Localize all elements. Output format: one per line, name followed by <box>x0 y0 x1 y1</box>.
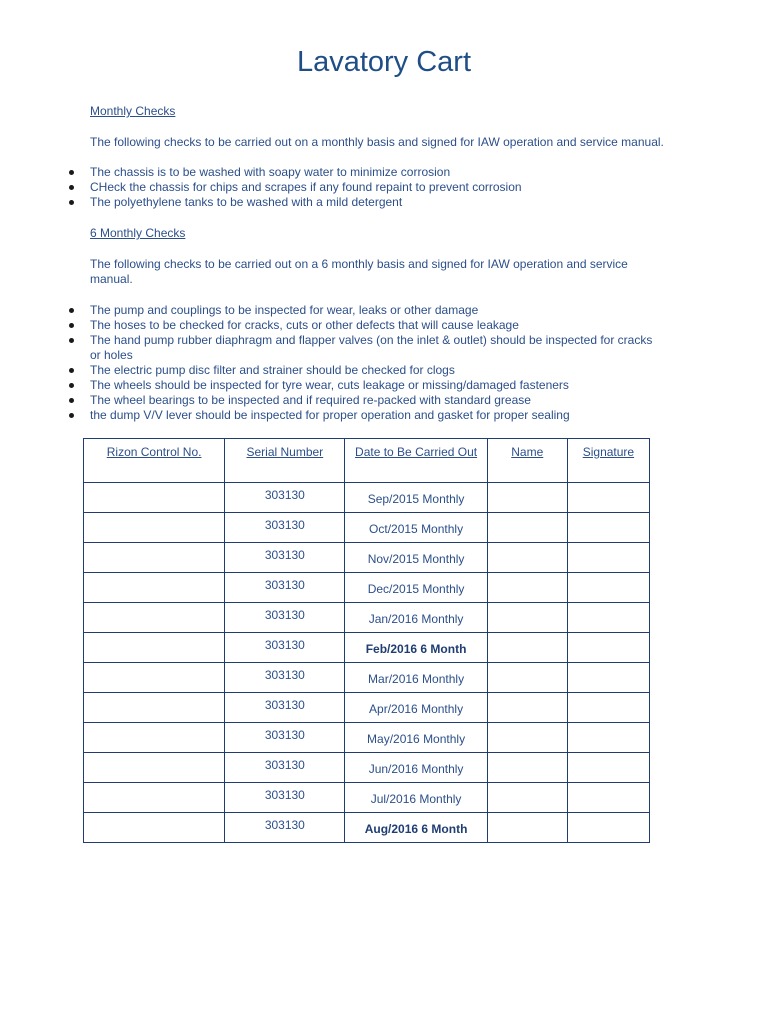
table-body <box>84 483 650 843</box>
name-cell[interactable] <box>487 513 567 543</box>
table-row <box>84 783 650 813</box>
table-row <box>84 483 650 513</box>
name-cell[interactable] <box>487 573 567 603</box>
signature-cell[interactable] <box>567 663 649 693</box>
signature-cell[interactable] <box>567 813 649 843</box>
table-row <box>84 723 650 753</box>
control-no-cell[interactable] <box>84 663 225 693</box>
six-monthly-checks-list <box>66 303 666 423</box>
control-no-cell[interactable] <box>84 513 225 543</box>
header-signature: Signature <box>567 439 649 483</box>
table-row <box>84 603 650 633</box>
serial-number-cell: 303130 <box>225 633 345 663</box>
serial-number-cell: 303130 <box>225 813 345 843</box>
list-item: The wheel bearings to be inspected and if required re-packed with standard grease <box>66 393 666 408</box>
table-row <box>84 663 650 693</box>
table-row <box>84 753 650 783</box>
table-row <box>84 543 650 573</box>
list-item: The electric pump disc filter and strainer should be checked for clogs <box>66 363 666 378</box>
date-cell: May/2016 Monthly <box>345 723 487 753</box>
table-header-row <box>84 439 650 483</box>
signature-cell[interactable] <box>567 483 649 513</box>
date-cell: Jul/2016 Monthly <box>345 783 487 813</box>
signature-cell[interactable] <box>567 543 649 573</box>
serial-number-cell: 303130 <box>225 723 345 753</box>
header-date: Date to Be Carried Out <box>345 439 487 483</box>
name-cell[interactable] <box>487 663 567 693</box>
header-serial-number: Serial Number <box>225 439 345 483</box>
signature-cell[interactable] <box>567 633 649 663</box>
control-no-cell[interactable] <box>84 693 225 723</box>
list-item: the dump V/V lever should be inspected for proper operation and gasket for proper sealing <box>66 408 666 423</box>
control-no-cell[interactable] <box>84 813 225 843</box>
monthly-checks-intro: The following checks to be carried out on a monthly basis and signed for IAW operation and service manual. <box>90 135 664 149</box>
control-no-cell[interactable] <box>84 633 225 663</box>
table-row <box>84 573 650 603</box>
serial-number-cell: 303130 <box>225 603 345 633</box>
list-item: The hoses to be checked for cracks, cuts or other defects that will cause leakage <box>66 318 666 333</box>
serial-number-cell: 303130 <box>225 693 345 723</box>
date-cell: Oct/2015 Monthly <box>345 513 487 543</box>
date-cell: Jun/2016 Monthly <box>345 753 487 783</box>
serial-number-cell: 303130 <box>225 573 345 603</box>
date-cell: Nov/2015 Monthly <box>345 543 487 573</box>
control-no-cell[interactable] <box>84 723 225 753</box>
signature-cell[interactable] <box>567 783 649 813</box>
control-no-cell[interactable] <box>84 543 225 573</box>
date-cell: Dec/2015 Monthly <box>345 573 487 603</box>
list-item: CHeck the chassis for chips and scrapes if any found repaint to prevent corrosion <box>66 180 666 195</box>
name-cell[interactable] <box>487 603 567 633</box>
date-cell: Sep/2015 Monthly <box>345 483 487 513</box>
list-item: The chassis is to be washed with soapy water to minimize corrosion <box>66 165 666 180</box>
header-control-no: Rizon Control No. <box>84 439 225 483</box>
name-cell[interactable] <box>487 483 567 513</box>
date-cell: Mar/2016 Monthly <box>345 663 487 693</box>
control-no-cell[interactable] <box>84 573 225 603</box>
name-cell[interactable] <box>487 633 567 663</box>
serial-number-cell: 303130 <box>225 543 345 573</box>
serial-number-cell: 303130 <box>225 783 345 813</box>
signature-cell[interactable] <box>567 753 649 783</box>
control-no-cell[interactable] <box>84 783 225 813</box>
date-cell: Jan/2016 Monthly <box>345 603 487 633</box>
list-item: The wheels should be inspected for tyre wear, cuts leakage or missing/damaged fasteners <box>66 378 666 393</box>
name-cell[interactable] <box>487 543 567 573</box>
control-no-cell[interactable] <box>84 603 225 633</box>
signature-cell[interactable] <box>567 723 649 753</box>
list-item: The polyethylene tanks to be washed with a mild detergent <box>66 195 666 210</box>
table-row <box>84 813 650 843</box>
serial-number-cell: 303130 <box>225 753 345 783</box>
serial-number-cell: 303130 <box>225 483 345 513</box>
six-monthly-checks-intro: The following checks to be carried out on a 6 monthly basis and signed for IAW operation and service manual. <box>90 257 628 286</box>
date-cell: Apr/2016 Monthly <box>345 693 487 723</box>
table-row <box>84 633 650 663</box>
table-row <box>84 693 650 723</box>
list-item: The pump and couplings to be inspected for wear, leaks or other damage <box>66 303 666 318</box>
name-cell[interactable] <box>487 723 567 753</box>
six-monthly-checks-heading: 6 Monthly Checks <box>90 226 186 240</box>
signature-cell[interactable] <box>567 573 649 603</box>
name-cell[interactable] <box>487 693 567 723</box>
name-cell[interactable] <box>487 753 567 783</box>
signature-cell[interactable] <box>567 513 649 543</box>
signature-cell[interactable] <box>567 603 649 633</box>
monthly-checks-list <box>66 165 666 210</box>
serial-number-cell: 303130 <box>225 663 345 693</box>
header-name: Name <box>487 439 567 483</box>
list-item: The hand pump rubber diaphragm and flapper valves (on the inlet & outlet) should be inspected for cracks or holes <box>66 333 666 363</box>
signature-cell[interactable] <box>567 693 649 723</box>
name-cell[interactable] <box>487 813 567 843</box>
monthly-checks-heading: Monthly Checks <box>90 104 176 118</box>
name-cell[interactable] <box>487 783 567 813</box>
date-cell: Aug/2016 6 Month <box>345 813 487 843</box>
page-title: Lavatory Cart <box>296 46 472 78</box>
control-no-cell[interactable] <box>84 753 225 783</box>
date-cell: Feb/2016 6 Month <box>345 633 487 663</box>
serial-number-cell: 303130 <box>225 513 345 543</box>
table-row <box>84 513 650 543</box>
control-no-cell[interactable] <box>84 483 225 513</box>
maintenance-log-table <box>83 438 650 843</box>
